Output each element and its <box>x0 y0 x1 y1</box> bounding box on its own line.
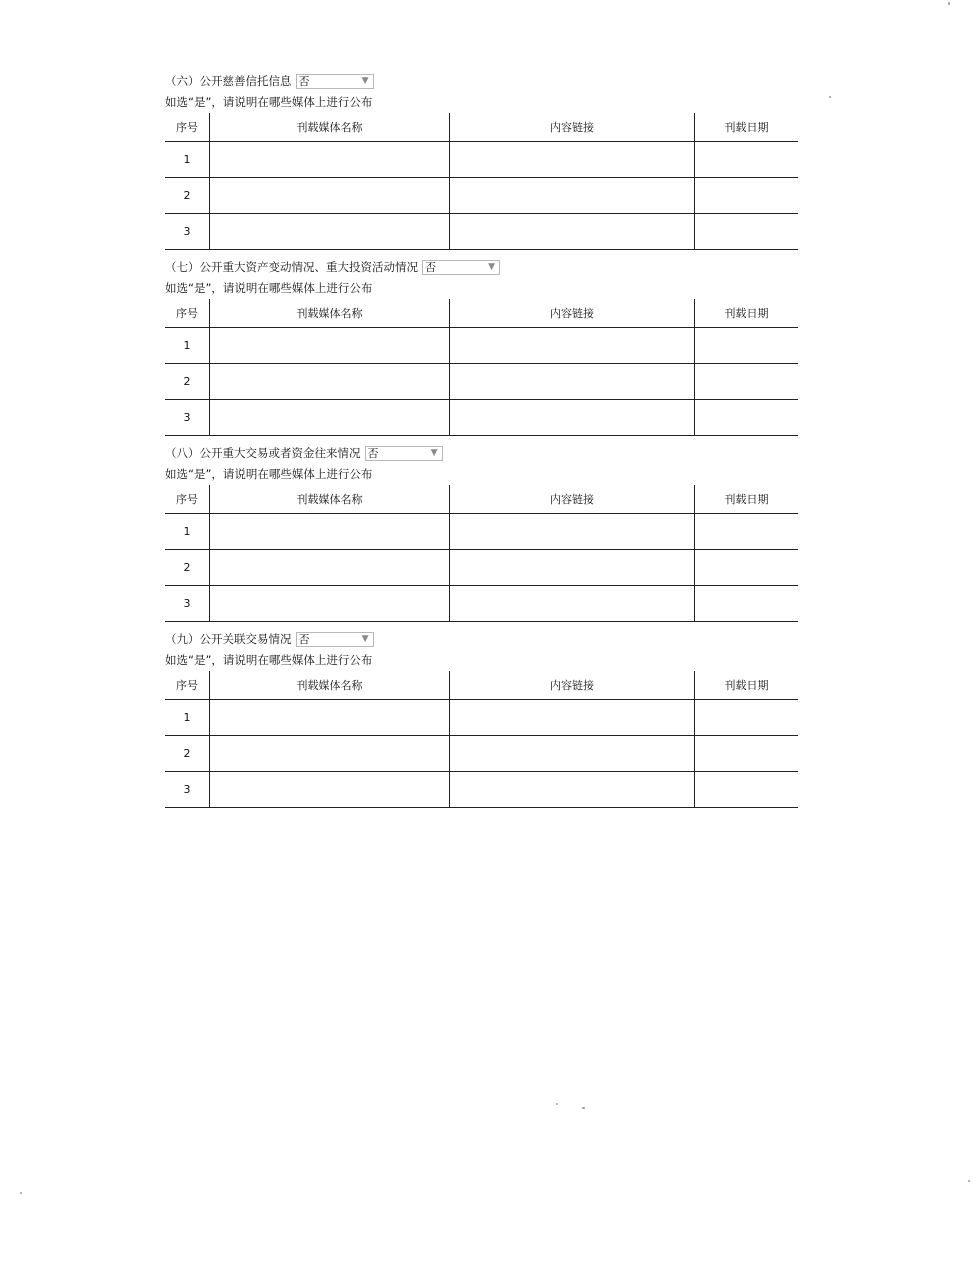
section-eight <box>165 443 795 622</box>
col-header-link: 内容链接 <box>450 485 695 514</box>
date-cell[interactable] <box>695 514 799 550</box>
scan-speck <box>948 2 950 5</box>
link-cell[interactable] <box>450 550 695 586</box>
date-cell[interactable] <box>695 400 799 436</box>
media-cell[interactable] <box>210 178 450 214</box>
section-heading <box>165 257 795 277</box>
media-cell[interactable] <box>210 328 450 364</box>
row-number: 1 <box>165 142 210 178</box>
table-row <box>165 328 798 364</box>
row-number: 3 <box>165 400 210 436</box>
date-cell[interactable] <box>695 328 799 364</box>
col-header-date: 刊载日期 <box>695 299 799 328</box>
scan-speck <box>829 96 831 98</box>
disclosure-select[interactable] <box>296 74 374 89</box>
row-number: 2 <box>165 550 210 586</box>
col-header-date: 刊载日期 <box>695 671 799 700</box>
table-row <box>165 364 798 400</box>
col-header-media: 刊载媒体名称 <box>210 113 450 142</box>
table-row <box>165 214 798 250</box>
select-value: 否 <box>425 261 436 274</box>
table-row <box>165 514 798 550</box>
link-cell[interactable] <box>450 178 695 214</box>
link-cell[interactable] <box>450 400 695 436</box>
media-table <box>165 485 798 622</box>
section-title: （八）公开重大交易或者资金往来情况 <box>165 446 361 460</box>
date-cell[interactable] <box>695 736 799 772</box>
col-header-no: 序号 <box>165 299 210 328</box>
link-cell[interactable] <box>450 328 695 364</box>
instruction-note: 如选“是”，请说明在哪些媒体上进行公布 <box>165 467 373 481</box>
dropdown-arrow-icon: ▼ <box>488 261 495 272</box>
link-cell[interactable] <box>450 772 695 808</box>
table-row <box>165 700 798 736</box>
media-cell[interactable] <box>210 400 450 436</box>
date-cell[interactable] <box>695 586 799 622</box>
row-number: 3 <box>165 214 210 250</box>
col-header-link: 内容链接 <box>450 671 695 700</box>
link-cell[interactable] <box>450 700 695 736</box>
col-header-no: 序号 <box>165 113 210 142</box>
scan-speck <box>968 1180 970 1182</box>
scan-speck <box>582 1107 585 1109</box>
media-cell[interactable] <box>210 214 450 250</box>
scan-speck <box>556 1103 558 1105</box>
table-row <box>165 142 798 178</box>
link-cell[interactable] <box>450 364 695 400</box>
row-number: 2 <box>165 178 210 214</box>
section-heading <box>165 443 795 463</box>
col-header-media: 刊载媒体名称 <box>210 671 450 700</box>
table-row <box>165 400 798 436</box>
section-title: （九）公开关联交易情况 <box>165 632 292 646</box>
row-number: 2 <box>165 364 210 400</box>
table-row <box>165 772 798 808</box>
table-header-row <box>165 113 798 142</box>
row-number: 3 <box>165 586 210 622</box>
date-cell[interactable] <box>695 550 799 586</box>
dropdown-arrow-icon: ▼ <box>430 447 438 458</box>
select-value: 否 <box>298 75 310 88</box>
instruction-note: 如选“是”，请说明在哪些媒体上进行公布 <box>165 95 373 109</box>
row-number: 1 <box>165 700 210 736</box>
media-cell[interactable] <box>210 736 450 772</box>
link-cell[interactable] <box>450 142 695 178</box>
section-seven <box>165 257 795 436</box>
col-header-date: 刊载日期 <box>695 113 799 142</box>
date-cell[interactable] <box>695 142 799 178</box>
section-title: （七）公开重大资产变动情况、重大投资活动情况 <box>165 260 418 274</box>
col-header-media: 刊载媒体名称 <box>210 299 450 328</box>
disclosure-select[interactable] <box>365 446 443 461</box>
media-cell[interactable] <box>210 550 450 586</box>
col-header-date: 刊载日期 <box>695 485 799 514</box>
media-cell[interactable] <box>210 700 450 736</box>
media-cell[interactable] <box>210 142 450 178</box>
link-cell[interactable] <box>450 514 695 550</box>
col-header-media: 刊载媒体名称 <box>210 485 450 514</box>
table-row <box>165 550 798 586</box>
instruction-note: 如选“是”，请说明在哪些媒体上进行公布 <box>165 653 373 667</box>
date-cell[interactable] <box>695 214 799 250</box>
media-table <box>165 671 798 808</box>
section-heading <box>165 629 795 649</box>
section-heading <box>165 71 795 91</box>
table-header-row <box>165 485 798 514</box>
table-header-row <box>165 671 798 700</box>
row-number: 1 <box>165 514 210 550</box>
disclosure-select[interactable] <box>422 260 500 275</box>
media-cell[interactable] <box>210 586 450 622</box>
row-number: 1 <box>165 328 210 364</box>
date-cell[interactable] <box>695 700 799 736</box>
section-six <box>165 71 795 250</box>
link-cell[interactable] <box>450 586 695 622</box>
date-cell[interactable] <box>695 364 799 400</box>
table-row <box>165 178 798 214</box>
media-table <box>165 113 798 250</box>
media-table <box>165 299 798 436</box>
dropdown-arrow-icon: ▼ <box>361 75 369 86</box>
col-header-no: 序号 <box>165 671 210 700</box>
date-cell[interactable] <box>695 178 799 214</box>
row-number: 3 <box>165 772 210 808</box>
table-row <box>165 736 798 772</box>
col-header-no: 序号 <box>165 485 210 514</box>
link-cell[interactable] <box>450 736 695 772</box>
col-header-link: 内容链接 <box>450 113 695 142</box>
link-cell[interactable] <box>450 214 695 250</box>
section-title: （六）公开慈善信托信息 <box>165 74 292 88</box>
media-cell[interactable] <box>210 514 450 550</box>
select-value: 否 <box>367 447 379 460</box>
table-header-row <box>165 299 798 328</box>
table-row <box>165 586 798 622</box>
col-header-link: 内容链接 <box>450 299 695 328</box>
date-cell[interactable] <box>695 772 799 808</box>
media-cell[interactable] <box>210 364 450 400</box>
select-value: 否 <box>298 633 310 646</box>
media-cell[interactable] <box>210 772 450 808</box>
scan-speck <box>20 1192 22 1194</box>
dropdown-arrow-icon: ▼ <box>361 633 369 644</box>
section-nine <box>165 629 795 808</box>
disclosure-select[interactable] <box>296 632 374 647</box>
instruction-note: 如选“是”，请说明在哪些媒体上进行公布 <box>165 281 373 295</box>
row-number: 2 <box>165 736 210 772</box>
